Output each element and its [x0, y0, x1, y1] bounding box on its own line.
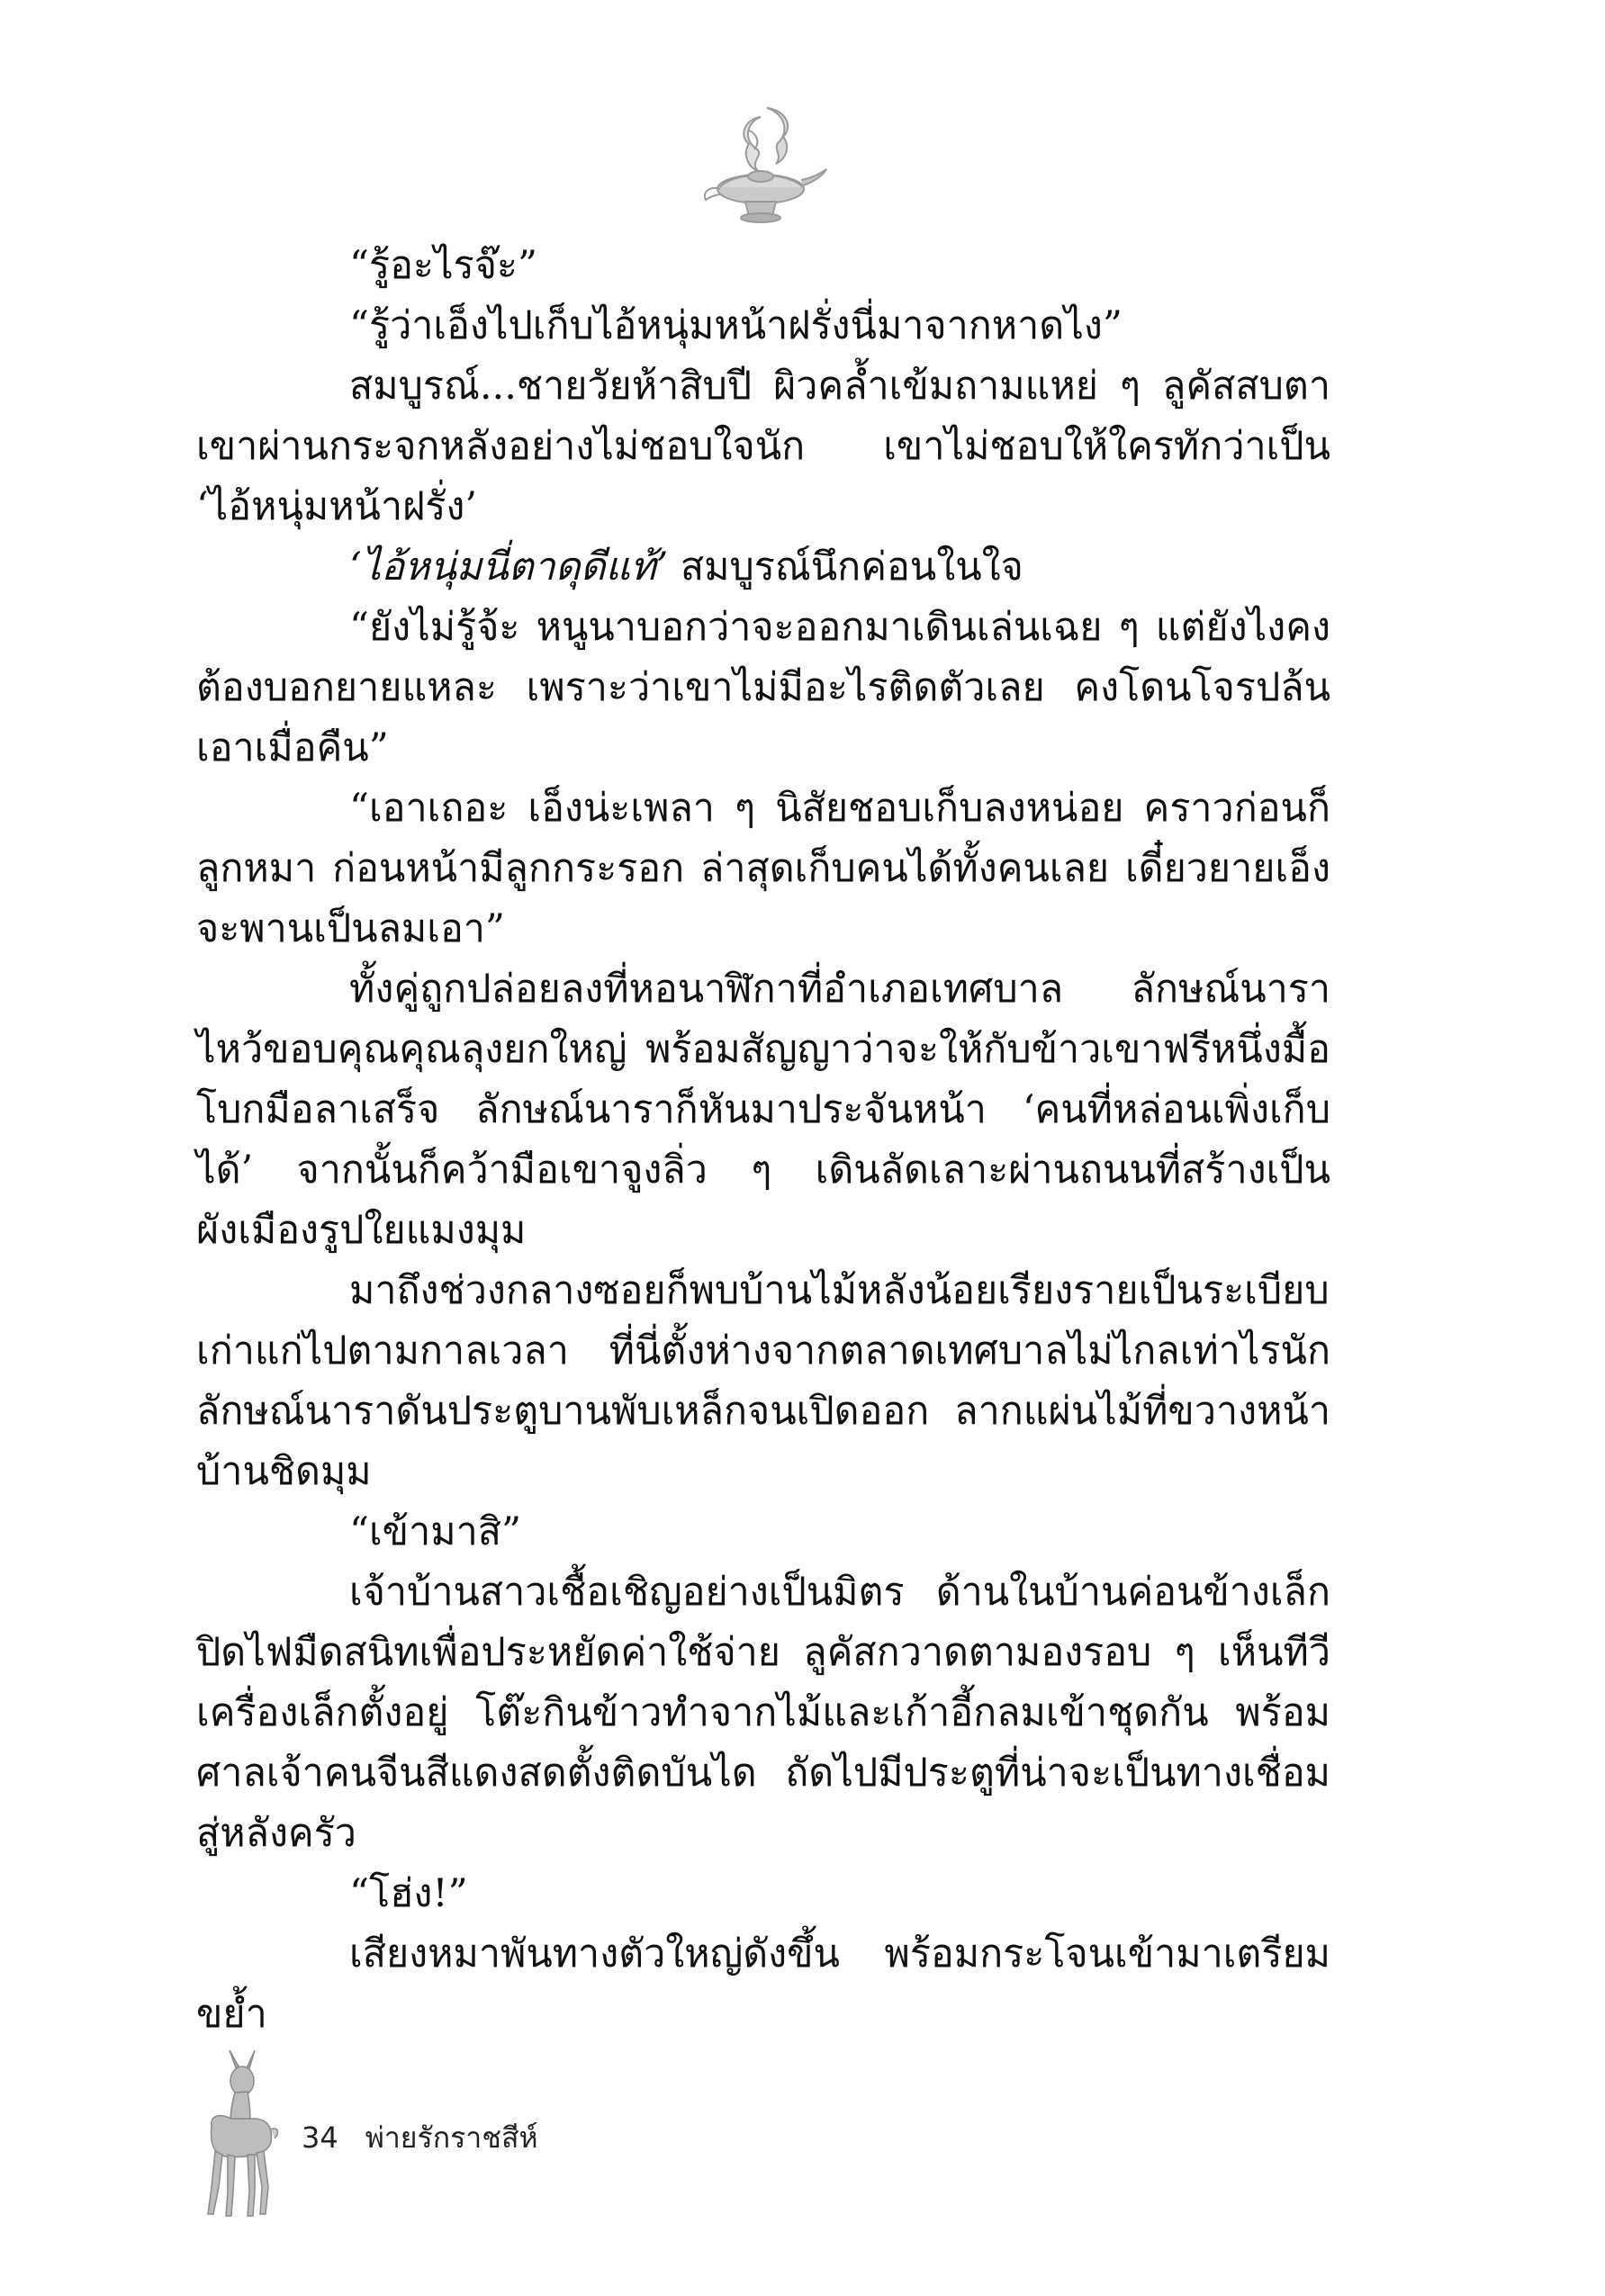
paragraph: มาถึงช่วงกลางซอยก็พบบ้านไม้หลังน้อยเรียงรายเป็นระเบียบเก่าแก่ไปตามกาลเวลา ที่นี่ตั้งห่างจากตลาดเทศบาลไม่ไกลเท่าไรนักลักษณ์นาราดันประตูบานพับเหล็กจนเปิดออก ลากแผ่นไม้ที่ขวางหน้าบ้านชิดมุม: [196, 1268, 1330, 1494]
paragraph: “ยังไม่รู้จ้ะ หนูนาบอกว่าจะออกมาเดินเล่นเฉย ๆ แต่ยังไงคงต้องบอกยายแหละ เพราะว่าเขาไม่มีอะไรติดตัวเลย คงโดนโจรปล้นเอาเมื่อคืน”: [196, 605, 1330, 770]
paragraph: “เข้ามาสิ”: [349, 1509, 521, 1554]
italic-thought: ‘ไอ้หนุ่มนี่ตาดุดีแท้’: [349, 545, 669, 590]
paragraph: “เอาเถอะ เอ็งน่ะเพลา ๆ นิสัยชอบเก็บลงหน่อย คราวก่อนก็ลูกหมา ก่อนหน้ามีลูกกระรอก ล่าสุดเก็บคนได้ทั้งคนเลย เดี๋ยวยายเอ็งจะพานเป็นลมเอา”: [196, 786, 1330, 951]
paragraph: [196, 537, 1330, 598]
paragraph: “รู้ว่าเอ็งไปเก็บไอ้หนุ่มหน้าฝรั่งนี่มาจากหาดไง”: [349, 303, 1123, 348]
paragraph: “รู้อะไรจ๊ะ”: [349, 243, 537, 288]
paragraph: “โฮ่ง!”: [349, 1871, 468, 1916]
paragraph: ทั้งคู่ถูกปล่อยลงที่หอนาฬิกาที่อำเภอเทศบาล ลักษณ์นาราไหว้ขอบคุณคุณลุงยกใหญ่ พร้อมสัญญาว่าจะให้กับข้าวเขาฟรีหนึ่งมื้อโบกมือลาเสร็จ ลักษณ์นาราก็หันมาประจันหน้า ‘คนที่หล่อนเพิ่งเก็บได้’ จากนั้นก็คว้ามือเขาจูงลิ่ว ๆ เดินลัดเลาะผ่านถนนที่สร้างเป็นผังเมืองรูปใยแมงมุม: [196, 967, 1330, 1253]
footer-text: [302, 2115, 538, 2161]
paragraph: เจ้าบ้านสาวเชื้อเชิญอย่างเป็นมิตร ด้านในบ้านค่อนข้างเล็ก ปิดไฟมืดสนิทเพื่อประหยัดค่าใช้จ่าย ลูคัสกวาดตามองรอบ ๆ เห็นทีวีเครื่องเล็กตั้งอยู่ โต๊ะกินข้าวทำจากไม้และเก้าอี้กลมเข้าชุดกัน พร้อมศาลเจ้าคนจีนสีแดงสดตั้งติดบันได ถัดไปมีประตูที่น่าจะเป็นทางเชื่อมสู่หลังครัว: [196, 1570, 1330, 1856]
paragraph-text: สมบูรณ์นึกค่อนในใจ: [668, 545, 1023, 590]
paragraph: สมบูรณ์...ชายวัยห้าสิบปี ผิวคล้ำเข้มถามแหย่ ๆ ลูคัสสบตาเขาผ่านกระจกหลังอย่างไม่ชอบใจนัก เขาไม่ชอบให้ใครทักว่าเป็น ‘ไอ้หนุ่มหน้าฝรั่ง’: [196, 364, 1330, 529]
page-number: 34: [302, 2120, 338, 2155]
story-text: [196, 236, 1330, 2045]
paragraph: เสียงหมาพันทางตัวใหญ่ดังขึ้น พร้อมกระโจนเข้ามาเตรียมขย้ำ: [196, 1931, 1330, 2037]
book-title: พ่ายรักราชสีห์: [365, 2120, 538, 2155]
deer-icon: [185, 2043, 284, 2219]
page-footer: [185, 2043, 815, 2223]
magic-lamp-icon: [693, 99, 828, 234]
